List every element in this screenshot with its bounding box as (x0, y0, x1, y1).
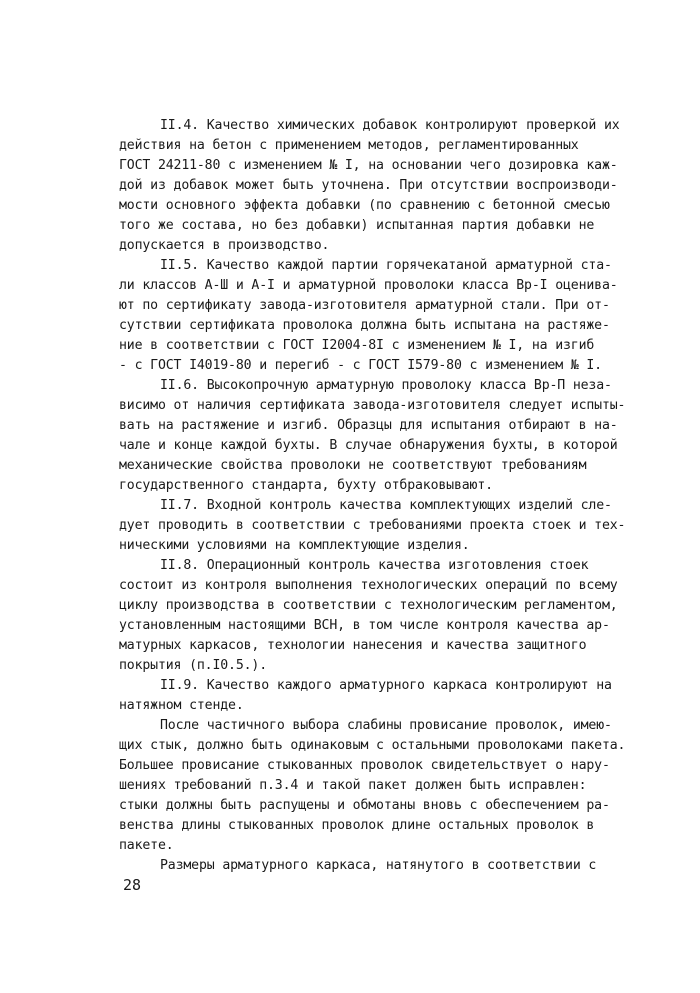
text-line: II.8. Операционный контроль качества изготовления стоек (160, 558, 589, 573)
text-line: ническими условиями на комплектующие изделия. (119, 538, 470, 553)
text-line: шениях требований п.3.4 и такой пакет должен быть исправлен: (119, 778, 587, 793)
text-line: дой из добавок может быть уточнена. При отсутствии воспроизводи- (119, 178, 618, 193)
text-line: II.4. Качество химических добавок контролируют проверкой их (160, 118, 620, 133)
text-line: ли классов А-Ш и А-I и арматурной проволоки класса Вр-I оценива- (119, 278, 618, 293)
text-line: Большее провисание стыкованных проволок свидетельствует о нару- (119, 758, 610, 773)
text-line: II.7. Входной контроль качества комплектующих изделий сле- (160, 498, 612, 513)
text-line: чале и конце каждой бухты. В случае обнаружения бухты, в которой (119, 438, 618, 453)
text-line: - с ГОСТ I4019-80 и перегиб - с ГОСТ I579-80 с изменением № I. (119, 358, 602, 373)
text-line: дует проводить в соответствии с требованиями проекта стоек и тех- (119, 518, 626, 533)
text-line: матурных каркасов, технологии нанесения и качества защитного (119, 638, 587, 653)
text-line: Размеры арматурного каркаса, натянутого в соответствии с (160, 858, 597, 873)
text-line: вать на растяжение и изгиб. Образцы для испытания отбирают в на- (119, 418, 618, 433)
text-line: ГОСТ 24211-80 с изменением № I, на основании чего дозировка каж- (119, 158, 618, 173)
text-line: висимо от наличия сертификата завода-изготовителя следует испыты- (119, 398, 626, 413)
text-line: того же состава, но без добавки) испытанная партия добавки не (119, 218, 595, 233)
text-line: II.5. Качество каждой партии горячекатаной арматурной ста- (160, 258, 612, 273)
text-line: венства длины стыкованных проволок длине остальных проволок в (119, 818, 595, 833)
text-line: ют по сертификату завода-изготовителя арматурной стали. При от- (119, 298, 610, 313)
text-line: установленным настоящими ВСН, в том числе контроля качества ар- (119, 618, 610, 633)
text-line: сутствии сертификата проволока должна быть испытана на растяже- (119, 318, 610, 333)
text-line: механические свойства проволоки не соответствуют требованиям (119, 458, 587, 473)
text-line: пакете. (119, 838, 174, 853)
text-line: II.6. Высокопрочную арматурную проволоку класса Вр-П неза- (160, 378, 612, 393)
text-line: циклу производства в соответствии с технологическим регламентом, (119, 598, 618, 613)
text-line: действия на бетон с применением методов, регламентированных (119, 138, 579, 153)
text-line: состоит из контроля выполнения технологических операций по всему (119, 578, 618, 593)
text-line: щих стык, должно быть одинаковым с остальными проволоками пакета. (119, 738, 626, 753)
text-line: покрытия (п.I0.5.). (119, 658, 268, 673)
text-line: государственного стандарта, бухту отбраковывают. (119, 478, 493, 493)
text-line: стыки должны быть распущены и обмотаны вновь с обеспечением ра- (119, 798, 610, 813)
text-line: натяжном стенде. (119, 698, 244, 713)
text-line: мости основного эффекта добавки (по сравнению с бетонной смесью (119, 198, 610, 213)
page-number: 28 (123, 876, 142, 894)
text-line: После частичного выбора слабины провисание проволок, имею- (160, 718, 612, 733)
text-line: допускается в производство. (119, 238, 330, 253)
text-line: II.9. Качество каждого арматурного каркаса контролируют на (160, 678, 612, 693)
text-line: ние в соответствии с ГОСТ I2004-8I с изменением № I, на изгиб (119, 338, 595, 353)
